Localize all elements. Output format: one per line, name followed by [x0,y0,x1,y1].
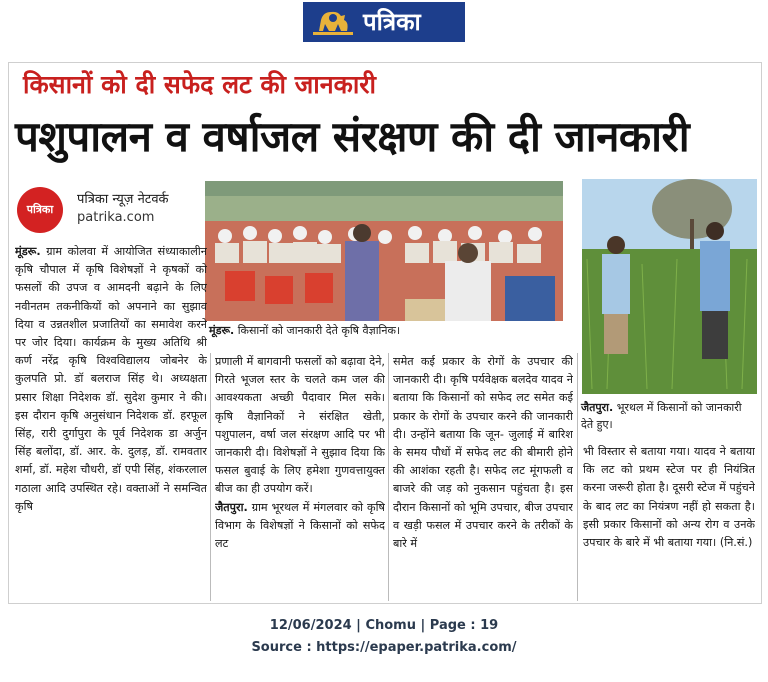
brand-name: पत्रिका [363,8,421,36]
column-divider [388,353,389,601]
photo-farmers-meeting [205,181,563,321]
photo-caption-1 [209,323,561,338]
column-text: समेत कई प्रकार के रोगों के उपचार की जानकारी दी। कृषि पर्यवेक्षक बलदेव यादव ने बताया कि किसानों को सफेद लट समेत कई प्रकार के रोगों के उपचार करने की जानकारी दी। उन्होंने बताया कि जून- जुलाई में बारिश के समय पौधों में सफेद लट की बीमारी होने की आशंका रहती है। सफेद लट मूंगफली व बाजरे की जड़ को नुकसान पहुंचता है। इस दौरान किसानों को भूमि उपचार, बीज उपचार व खड़ी फसल में उपचार करने के तरीकों के बारे में [393,355,573,551]
article-column-1 [15,243,207,601]
news-clipping [8,62,762,604]
lion-logo-icon [311,6,355,38]
photo-field-inspection [582,179,757,394]
main-headline: पशुपालन व वर्षाजल संरक्षण की दी जानकारी [15,112,690,161]
dateline: जैतपुरा. [215,500,248,514]
column-text: ग्राम भूरथल में मंगलवार को कृषि विभाग के विशेषज्ञों ने किसानों को सफेद लट [215,500,385,551]
article-column-3 [393,353,573,601]
byline-site: patrika.com [77,210,155,225]
column-divider [210,353,211,601]
column-text: प्रणाली में बागवानी फसलों को बढ़ावा देने, गिरते भूजल स्तर के चलते कम जल की आवश्यकता अच्छी पैदावार मिल सके। कृषि वैज्ञानिकों ने संरक्षित खेती, पशुपालन, वर्षा जल संरक्षण आदि पर भी जानकारी दी। विशेषज्ञों ने सुझाव दिया कि फसल बुवाई के लिए हमेशा गुणवत्तायुक्त बीज का ही उपयोग करें। [215,355,385,496]
column-text: भी विस्तार से बताया गया। यादव ने बताया कि लट को प्रथम स्टेज पर ही नियंत्रित करना जरूरी होता है। दूसरी स्टेज में पहुंचने के बाद लट का नियंत्रण नहीं हो सकता है। इसी प्रकार किसानों को अन्य रोग व उनके उपचार के बारे में भी बताया गया। (नि.सं.) [583,445,755,550]
field-photo-illustration [582,179,757,394]
column-text: ग्राम कोलवा में आयोजित संध्याकालीन कृषि चौपाल में कृषि विशेषज्ञों ने कृषकों को फसलों की उपज व आमदनी बढ़ाने के लिए नवीनतम तकनीकियों को अपनाने का सुझाव दिया व उन्नतशील प्रजातियों का समावेश करने पर जोर दिया। कार्यक्रम के मुख्य अतिथि श्री कर्ण नरेंद्र कृषि विश्वविद्यालय जोबनेर के कुलपति प्रो. डॉ बलराज सिंह थे। अध्यक्षता प्रसार शिक्षा निदेशक डॉ. सुदेश कुमार ने की। इस दौरान कृषि अनुसंधान निदेशक डॉ. हरफूल सिंह, रारी दुर्गापुरा के पूर्व निदेशक डा अर्जुन सिंह बलोंदा, डॉ. आर. के. दुलड़, डॉ. रामवतार शर्मा, डॉ. महेश चौधरी, डॉ एपी सिंह, शंकरलाल गठाला आदि उपस्थित रहे। वक्ताओं ने समन्वित कृषि [15,245,207,513]
dateline: मूंडरू. [15,245,41,258]
caption-place: मूंडरू. [209,324,235,337]
kicker-headline: किसानों को दी सफेद लट की जानकारी [23,70,376,99]
article-column-2 [215,353,385,601]
photo-caption-2 [581,399,757,433]
meeting-photo-illustration [205,181,563,321]
source-date-line: 12/06/2024 | Chomu | Page : 19 [269,618,499,633]
caption-text: भूरथल में किसानों को जानकारी देते हुए। [581,401,742,431]
byline-network: पत्रिका न्यूज़ नेटवर्क [77,192,169,207]
caption-place: जैतपुरा. [581,401,614,414]
source-url-line: Source : https://epaper.patrika.com/ [251,640,517,655]
article-column-4 [583,443,755,601]
caption-text: किसानों को जानकारी देते कृषि वैज्ञानिक। [234,324,401,337]
masthead [303,2,465,42]
column-divider [577,353,578,601]
patrika-logo-badge: पत्रिका [17,187,63,233]
